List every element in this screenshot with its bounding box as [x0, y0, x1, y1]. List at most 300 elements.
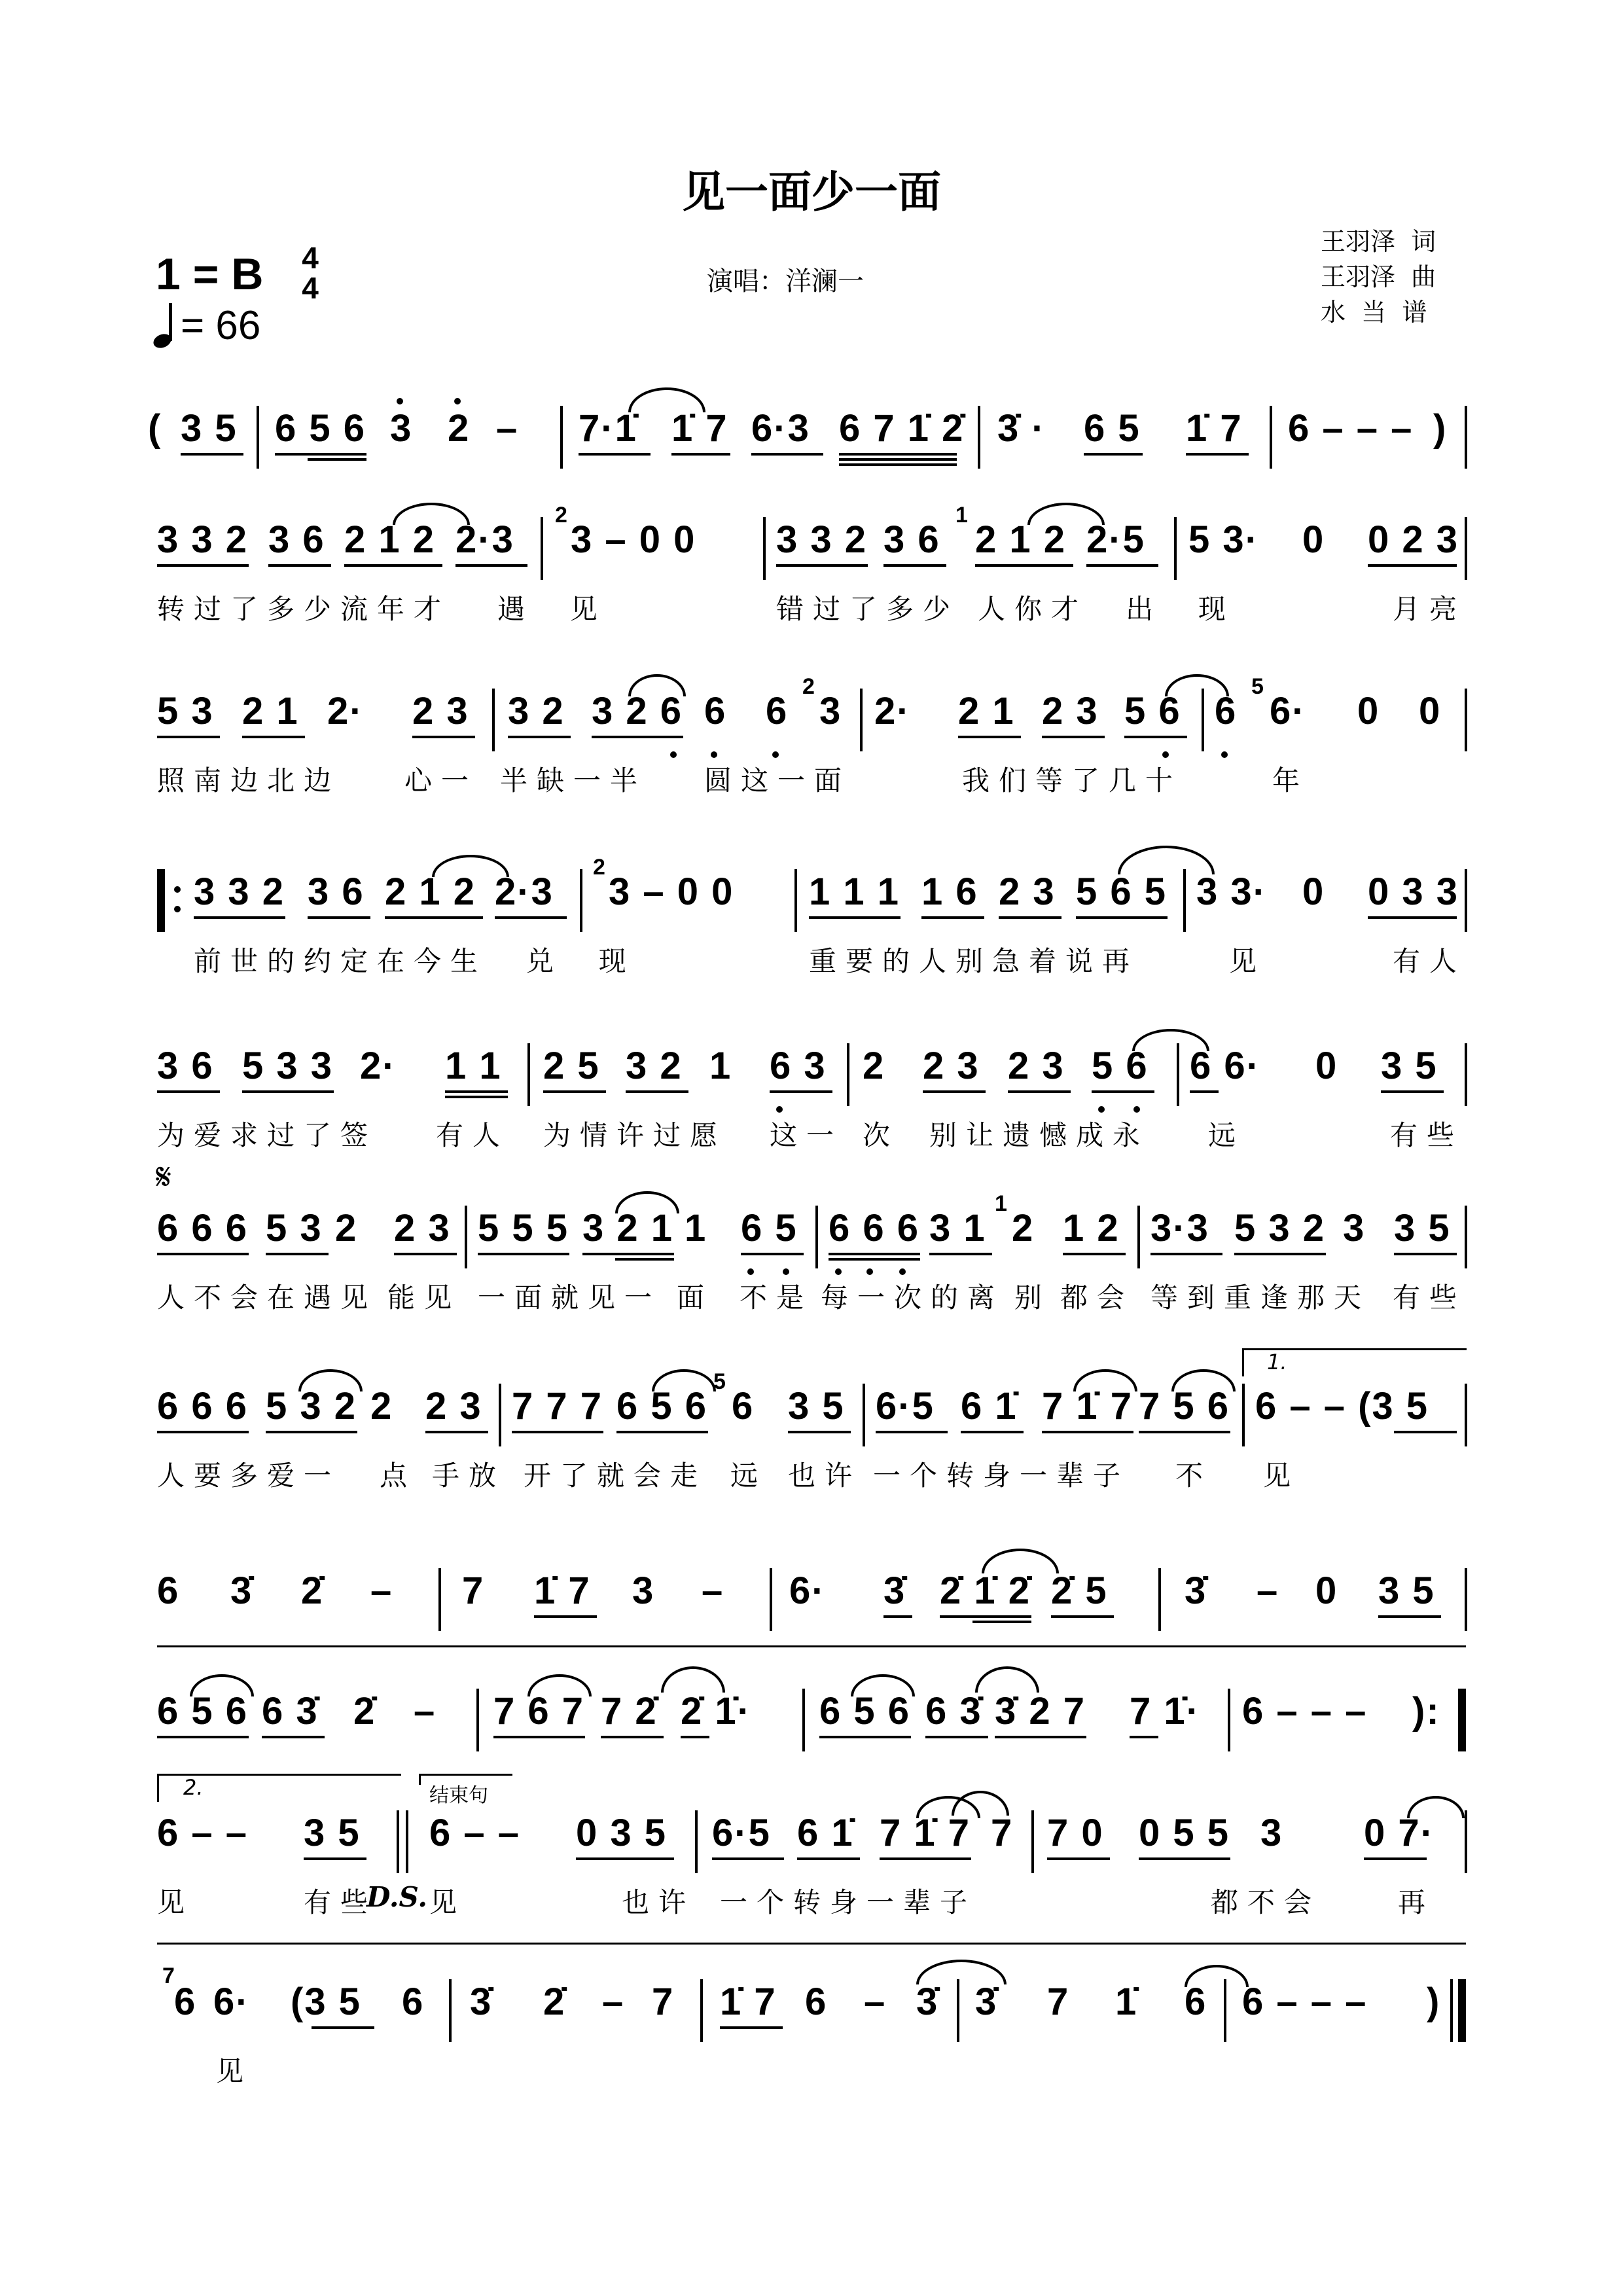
underline: [157, 564, 249, 567]
note-group: 2 3: [425, 1385, 482, 1427]
note-group: 6 3̇: [925, 1690, 982, 1732]
note-group: 6 – – (3 5: [1255, 1385, 1429, 1427]
note: 7: [991, 1812, 1014, 1854]
note: 3̇: [916, 1981, 939, 2023]
barline: [847, 1043, 849, 1106]
note-group: 5 3: [157, 690, 214, 732]
note-group: 3 2: [626, 1045, 683, 1087]
note-group: 2 3: [923, 1045, 980, 1087]
note-group: 2·: [874, 690, 911, 732]
lyric: 也许: [622, 1886, 696, 1918]
underline: [1130, 1736, 1158, 1738]
barline: [815, 1206, 818, 1268]
note-group: 0 7·: [1364, 1812, 1435, 1854]
time-signature: [297, 243, 323, 304]
note-group: 6 6 6: [157, 1385, 248, 1427]
barline: [1228, 1689, 1230, 1751]
note-group: 5 6: [1092, 1045, 1149, 1087]
note-group: 3 1: [929, 1207, 986, 1249]
note-group: 2 3: [412, 690, 469, 732]
time-sig-bottom: 4: [302, 271, 319, 305]
note-group: 2̇ 1̇ 2̇: [940, 1570, 1031, 1612]
note-group: 1̇ 7: [671, 407, 728, 450]
note-group: 6·: [1270, 690, 1306, 732]
barline: [476, 1689, 479, 1751]
underline: [1047, 1857, 1110, 1860]
underline: [266, 1431, 357, 1433]
note-group: 3 5: [304, 1812, 361, 1854]
underline: [829, 1258, 920, 1261]
underline: [394, 1253, 457, 1255]
tie-arc: [527, 1674, 592, 1696]
underline: [1139, 1857, 1230, 1860]
lyric: 都不会: [1211, 1886, 1321, 1918]
grace-note: 1: [955, 503, 968, 528]
underline: [268, 564, 331, 567]
dash: –: [602, 1981, 625, 2023]
note-group: 3̇ 2 7: [995, 1690, 1086, 1732]
lyric: 我们等了几十: [962, 764, 1183, 797]
lyric: 转过了多少流年才: [157, 593, 451, 625]
underline: [304, 1857, 366, 1860]
underline: [157, 1736, 249, 1738]
underline: [671, 453, 730, 456]
note-group: 2̇ 5: [1051, 1570, 1108, 1612]
note-group: 6 5 6: [157, 1690, 248, 1732]
grace-note: 2: [555, 503, 567, 528]
lyric: 一个转身一辈子: [720, 1886, 977, 1918]
note-group: 1 1: [445, 1045, 502, 1087]
divider-line: [157, 1943, 1466, 1945]
lyric: 有些: [1390, 1119, 1464, 1151]
underline: [975, 564, 1073, 567]
lyric: 见: [429, 1886, 467, 1918]
volta-label: 1.: [1267, 1350, 1287, 1374]
note-group: 6·3: [751, 407, 810, 450]
underline: [1186, 453, 1249, 456]
barline: [1465, 1384, 1467, 1446]
lyric: 错过了多少: [776, 593, 960, 625]
underline: [308, 916, 370, 919]
high-dot: [397, 398, 403, 404]
barline: [695, 1810, 698, 1873]
barline: [1465, 869, 1467, 932]
underline: [839, 458, 957, 461]
repeat-barline: [1458, 1689, 1466, 1751]
barline: [978, 406, 980, 469]
underline: [601, 1736, 664, 1738]
barline: [863, 1384, 865, 1446]
tie-arc: [652, 1369, 716, 1391]
note-group: 6 – – –: [1242, 1690, 1368, 1732]
grace-note: 2: [802, 674, 815, 699]
underline: [582, 1253, 674, 1255]
barline: [1465, 1206, 1467, 1268]
note-group: 2·: [327, 690, 364, 732]
grace-note: 7: [162, 1964, 175, 1988]
arranger-credit: 水 当 谱: [1321, 298, 1427, 327]
low-dot: [1221, 751, 1228, 758]
note-group: 6 – –: [157, 1812, 248, 1854]
note: 6: [732, 1385, 755, 1427]
underline: [385, 916, 483, 919]
underline: [266, 1253, 329, 1255]
barline: [541, 517, 543, 580]
high-dot: [454, 398, 461, 404]
tie-arc: [190, 1674, 254, 1696]
note-group: 3 3 2: [157, 518, 248, 561]
underline: [923, 1090, 986, 1093]
underline: [999, 916, 1061, 919]
underline: [615, 1258, 674, 1261]
lyric: 照南边北边: [157, 764, 341, 797]
barline: [257, 406, 259, 469]
note-group: 6 3: [770, 1045, 827, 1087]
barline: [527, 1043, 530, 1106]
repeat-end: ):: [1412, 1690, 1440, 1732]
underline: [1234, 1253, 1326, 1255]
note-group: 7 1̇ 7: [1042, 1385, 1133, 1427]
note-group: 6 5: [741, 1207, 798, 1249]
note: 2: [1012, 1207, 1035, 1249]
note-group: 6 3̇: [262, 1690, 319, 1732]
underline: [940, 1615, 1031, 1618]
low-dot: [899, 1268, 906, 1275]
underline: [788, 1431, 851, 1433]
tie-arc: [982, 1549, 1059, 1573]
note: 3: [390, 407, 413, 450]
underline: [829, 1253, 920, 1255]
underline: [883, 564, 946, 567]
underline: [194, 916, 285, 919]
note-group: 3 2: [508, 690, 565, 732]
note-group: 7·1̇: [579, 407, 637, 450]
note-group: 2·: [360, 1045, 397, 1087]
underline: [478, 1253, 569, 1255]
note-group: 5 3·: [1188, 518, 1259, 561]
grace-note: 5: [713, 1369, 726, 1394]
key-signature: 1 = B: [156, 249, 264, 299]
rest: 0: [1302, 870, 1325, 913]
underline: [1381, 1090, 1444, 1093]
note-group: 5 6: [1124, 690, 1181, 732]
low-dot: [670, 751, 677, 758]
note-group: 3 6: [268, 518, 325, 561]
lyric: 见: [157, 1886, 194, 1918]
note-group: 1̇ 7: [1186, 407, 1243, 450]
barline: [1158, 1568, 1161, 1631]
underline: [262, 1736, 325, 1738]
barline: [1137, 1206, 1140, 1268]
lyric: 别: [1014, 1282, 1052, 1314]
barline: [465, 1206, 467, 1268]
paren-close: ): [1433, 407, 1448, 450]
note-group: 3 5: [788, 1385, 845, 1427]
lyric: 月亮: [1393, 593, 1467, 625]
note-group: 1̇ 7: [534, 1570, 591, 1612]
tie-arc: [628, 674, 686, 696]
note-group: 3 5: [1378, 1570, 1435, 1612]
underline: [626, 1090, 688, 1093]
coda-label: 结束句: [429, 1784, 488, 1807]
note-group: 2 3: [1042, 690, 1099, 732]
underline: [242, 736, 305, 738]
underline: [1092, 1090, 1154, 1093]
underline: [1394, 1253, 1457, 1255]
tie-arc: [615, 1191, 679, 1213]
barline: [492, 689, 495, 751]
tie-arc: [298, 1369, 363, 1391]
barline: [1031, 1810, 1034, 1873]
barline: [1465, 406, 1467, 469]
tempo-value: = 66: [181, 303, 261, 348]
note: 1̇: [1115, 1981, 1138, 2023]
note-group: 2 1: [242, 690, 299, 732]
note-group: 6 1̇: [961, 1385, 1018, 1427]
note: 2: [335, 1207, 358, 1249]
repeat-dot: [174, 906, 181, 912]
note: 2̇: [353, 1690, 376, 1732]
note: 3: [1343, 1207, 1366, 1249]
underline: [1051, 1615, 1114, 1618]
underline: [412, 736, 475, 738]
underline: [712, 1857, 784, 1860]
underline: [720, 2026, 783, 2029]
song-title: 见一面少一面: [682, 166, 941, 217]
note: 6: [1185, 1981, 1207, 2023]
dash: –: [496, 407, 519, 450]
note-group: 3 5: [181, 407, 238, 450]
note: 1: [685, 1207, 707, 1249]
lyric: 为情许过愿: [543, 1119, 727, 1151]
low-dot: [776, 1106, 783, 1113]
lyric: 这一: [770, 1119, 844, 1151]
underline: [1150, 1253, 1222, 1255]
note-group: 3·3: [1150, 1207, 1209, 1249]
low-dot: [772, 751, 779, 758]
note: 6: [704, 690, 727, 732]
grace-note: 5: [1251, 674, 1264, 699]
note: 2̇: [543, 1981, 566, 2023]
barline: [1465, 1043, 1467, 1106]
underline: [1368, 916, 1457, 919]
composer-credit: 王羽泽 曲: [1321, 262, 1436, 291]
note-group: 7 7 7: [512, 1385, 603, 1427]
repeat-barline: [157, 869, 165, 932]
lyric: 一面就见一: [478, 1282, 662, 1314]
underline: [1394, 1431, 1457, 1433]
note-group: 3 6: [157, 1045, 214, 1087]
lyric: 手放: [432, 1460, 506, 1492]
note-group: 3 3 2: [776, 518, 867, 561]
barline: [770, 1568, 772, 1631]
underline: [275, 453, 366, 456]
lyric: 不: [1175, 1460, 1213, 1492]
underline: [344, 564, 442, 567]
note-group: 2 1 2: [975, 518, 1066, 561]
ds-marking: D.S.: [366, 1881, 428, 1913]
note-group: 6 – –: [429, 1812, 520, 1854]
grace-note: 2: [593, 855, 605, 880]
barline: [1242, 1384, 1245, 1446]
grace-note: 1: [995, 1191, 1007, 1216]
barline: [580, 869, 582, 932]
underline: [1364, 1857, 1427, 1860]
lyric: 见: [1229, 945, 1266, 977]
coda-bracket: [419, 1774, 512, 1785]
underline: [1042, 1431, 1133, 1433]
low-dot: [866, 1268, 873, 1275]
note: 7: [652, 1981, 675, 2023]
note: 2̇: [301, 1570, 324, 1612]
low-dot: [711, 751, 717, 758]
underline: [839, 453, 957, 456]
note-group: 3 2 1: [582, 1207, 673, 1249]
underline: [493, 1736, 585, 1738]
note: 3̇: [975, 1981, 998, 2023]
note-group: 2 3: [394, 1207, 451, 1249]
rest: 0: [1315, 1570, 1338, 1612]
underline: [1378, 1615, 1441, 1618]
lyricist-credit: 王羽泽 词: [1321, 227, 1436, 256]
note-group: 2 1: [958, 690, 1015, 732]
note-group: 2 1 2: [385, 870, 476, 913]
underline: [880, 1857, 971, 1860]
low-dot: [1098, 1106, 1105, 1113]
note: 6: [174, 1981, 197, 2023]
underline: [512, 1431, 603, 1433]
credits: [1321, 224, 1436, 330]
note: 6: [157, 1570, 180, 1612]
underline: [576, 1857, 674, 1860]
underline: [995, 1736, 1086, 1738]
lyric: 人不会在遇见: [157, 1282, 378, 1314]
barline: [1202, 689, 1204, 751]
note-group: 1 2: [1063, 1207, 1120, 1249]
underline: [1084, 453, 1143, 456]
note-group: 2·3: [455, 518, 514, 561]
underline: [809, 916, 901, 919]
note-group: 5 5 5: [478, 1207, 569, 1249]
note-group: 6·: [789, 1570, 826, 1612]
lyric: 等到重逢那天: [1150, 1282, 1371, 1314]
note-group: 3̇ ·: [997, 407, 1046, 450]
note: 6: [1215, 690, 1238, 732]
underline: [181, 453, 243, 456]
lyric: 远: [730, 1460, 768, 1492]
lyric: 人要多爱一: [157, 1460, 341, 1492]
barline: [802, 1689, 805, 1751]
underline: [797, 1857, 860, 1860]
underline: [972, 1621, 1031, 1623]
lyric: 别让遗憾成永: [929, 1119, 1150, 1151]
note-group: 2 5: [543, 1045, 600, 1087]
note-group: 0 3 3: [1368, 870, 1459, 913]
barline: [1465, 689, 1467, 751]
note-group: 6 6 6: [157, 1207, 248, 1249]
underline: [929, 1253, 992, 1255]
barline: [1270, 406, 1272, 469]
lyric: 有人: [1393, 945, 1467, 977]
underline: [776, 564, 868, 567]
barline: [1465, 1810, 1467, 1873]
note-group: 2 1 2: [344, 518, 435, 561]
note-group: 3 – 0 0: [609, 870, 734, 913]
underline: [1124, 736, 1187, 738]
lyric: 有人: [436, 1119, 510, 1151]
underline: [770, 1090, 832, 1093]
note-group: 6·: [213, 1981, 250, 2023]
note: 3: [1260, 1812, 1283, 1854]
underline: [751, 453, 823, 456]
tempo-marking: [153, 302, 260, 349]
note-group: 6 6 6: [829, 1207, 919, 1249]
note-group: 3 6: [883, 518, 940, 561]
singer-credit: 演唱：洋澜一: [707, 266, 864, 296]
lyric: 为爱求过了签: [157, 1119, 378, 1151]
lyric: 都会: [1060, 1282, 1134, 1314]
underline: [681, 1736, 709, 1738]
underline: [616, 1431, 708, 1433]
note-group: 6 5: [1084, 407, 1141, 450]
note: 7: [1047, 1981, 1070, 2023]
underline: [157, 1253, 249, 1255]
segno-icon: 𝄋: [156, 1156, 172, 1198]
low-dot: [1162, 751, 1169, 758]
underline: [1042, 736, 1105, 738]
note-group: 7 0: [1047, 1812, 1104, 1854]
note: 2: [370, 1385, 393, 1427]
lyric: 半缺一半: [500, 764, 647, 797]
underline: [495, 916, 567, 919]
barline: [438, 1568, 441, 1631]
note-group: 1 6: [921, 870, 978, 913]
underline: [534, 1615, 597, 1618]
note-group: 7 2̇: [601, 1690, 658, 1732]
lyric: 面: [677, 1282, 714, 1314]
paren-close: ): [1427, 1981, 1441, 2023]
underline: [876, 1431, 948, 1433]
lyric: 年: [1272, 764, 1310, 797]
underline: [425, 1431, 488, 1433]
lyric: 一个转身一辈子: [873, 1460, 1130, 1492]
note-group: 7 6 7: [493, 1690, 584, 1732]
volta-label: 2.: [183, 1775, 204, 1800]
time-sig-top: 4: [302, 241, 319, 275]
note-group: 3 5: [1381, 1045, 1438, 1087]
tie-arc: [1073, 1369, 1137, 1391]
paren-open: (: [148, 407, 162, 450]
barline: [1465, 517, 1467, 580]
barline: [1450, 1979, 1453, 2042]
lyric: 人你才: [978, 593, 1088, 625]
underline: [1076, 916, 1168, 919]
note-group: 3 – 0 0: [571, 518, 696, 561]
note-group: 0 3 5: [576, 1812, 667, 1854]
note-group: 0 5 5: [1139, 1812, 1230, 1854]
underline: [445, 1090, 508, 1093]
note-group: 6 – – –: [1288, 407, 1414, 450]
lyric: 兑 现: [526, 945, 635, 977]
lyric: 重要的人别急着说再: [809, 945, 1139, 977]
lyric: 不是: [740, 1282, 813, 1314]
barline: [1177, 1043, 1179, 1106]
note: 6: [402, 1981, 425, 2023]
underline: [579, 453, 651, 456]
underline: [883, 1615, 912, 1618]
lyric: 出 现: [1126, 593, 1235, 625]
note-group: 2̇ 1̇·: [681, 1690, 751, 1732]
